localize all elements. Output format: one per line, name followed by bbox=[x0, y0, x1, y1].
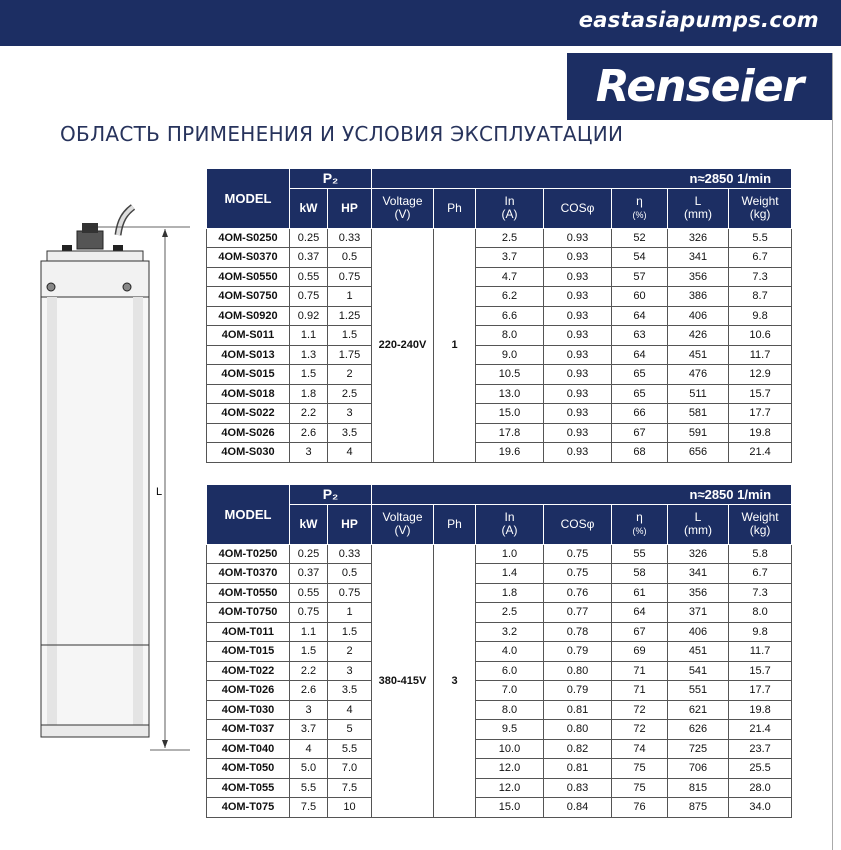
eta-cell: 75 bbox=[612, 778, 668, 798]
model-cell: 4OM-S0250 bbox=[207, 228, 290, 248]
kw-cell: 0.25 bbox=[290, 228, 328, 248]
in-cell: 9.5 bbox=[476, 720, 544, 740]
length-cell: 706 bbox=[668, 759, 729, 779]
table-row bbox=[207, 404, 792, 424]
hp-cell: 1.75 bbox=[328, 345, 372, 365]
table-row bbox=[207, 642, 792, 662]
weight-cell: 10.6 bbox=[729, 326, 792, 346]
length-cell: 511 bbox=[668, 384, 729, 404]
model-cell: 4OM-S0370 bbox=[207, 248, 290, 268]
length-cell: 815 bbox=[668, 778, 729, 798]
cos-cell: 0.84 bbox=[544, 798, 612, 818]
weight-cell: 23.7 bbox=[729, 739, 792, 759]
table-row bbox=[207, 759, 792, 779]
eta-cell: 72 bbox=[612, 700, 668, 720]
cos-cell: 0.93 bbox=[544, 365, 612, 385]
phase-cell: 1 bbox=[434, 228, 476, 462]
hp-cell: 4 bbox=[328, 700, 372, 720]
hp-cell: 0.5 bbox=[328, 564, 372, 584]
eta-cell: 75 bbox=[612, 759, 668, 779]
eta-cell: 76 bbox=[612, 798, 668, 818]
eta-cell: 69 bbox=[612, 642, 668, 662]
eta-cell: 61 bbox=[612, 583, 668, 603]
hp-cell: 1.5 bbox=[328, 326, 372, 346]
eta-cell: 54 bbox=[612, 248, 668, 268]
weight-cell: 15.7 bbox=[729, 384, 792, 404]
cos-cell: 0.93 bbox=[544, 267, 612, 287]
table-row bbox=[207, 287, 792, 307]
model-cell: 4OM-T050 bbox=[207, 759, 290, 779]
single-phase-table bbox=[206, 168, 792, 463]
in-cell: 17.8 bbox=[476, 423, 544, 443]
kw-cell: 1.1 bbox=[290, 622, 328, 642]
brand-logo-text: Renseier bbox=[595, 61, 804, 112]
kw-cell: 2.6 bbox=[290, 681, 328, 701]
kw-cell: 0.92 bbox=[290, 306, 328, 326]
hp-cell: 3 bbox=[328, 661, 372, 681]
in-cell: 2.5 bbox=[476, 603, 544, 623]
cos-cell: 0.80 bbox=[544, 661, 612, 681]
table-row bbox=[207, 622, 792, 642]
cos-cell: 0.76 bbox=[544, 583, 612, 603]
length-cell: 356 bbox=[668, 583, 729, 603]
in-cell: 3.7 bbox=[476, 248, 544, 268]
cos-cell: 0.82 bbox=[544, 739, 612, 759]
table-row bbox=[207, 720, 792, 740]
in-cell: 7.0 bbox=[476, 681, 544, 701]
cos-cell: 0.93 bbox=[544, 384, 612, 404]
model-cell: 4OM-T040 bbox=[207, 739, 290, 759]
eta-cell: 67 bbox=[612, 423, 668, 443]
in-cell: 1.0 bbox=[476, 544, 544, 564]
cos-cell: 0.93 bbox=[544, 228, 612, 248]
in-cell: 6.0 bbox=[476, 661, 544, 681]
length-cell: 341 bbox=[668, 248, 729, 268]
col-ph: Ph bbox=[434, 188, 476, 228]
three-phase-rows bbox=[207, 544, 792, 817]
kw-cell: 0.37 bbox=[290, 564, 328, 584]
model-cell: 4OM-T030 bbox=[207, 700, 290, 720]
length-label: L bbox=[156, 486, 163, 498]
table-row bbox=[207, 345, 792, 365]
model-cell: 4OM-T026 bbox=[207, 681, 290, 701]
col-eta: η (%) bbox=[612, 188, 668, 228]
hp-cell: 5.5 bbox=[328, 739, 372, 759]
in-cell: 9.0 bbox=[476, 345, 544, 365]
model-cell: 4OM-S013 bbox=[207, 345, 290, 365]
length-cell: 551 bbox=[668, 681, 729, 701]
hp-cell: 10 bbox=[328, 798, 372, 818]
col-hp: HP bbox=[328, 188, 372, 228]
in-cell: 10.5 bbox=[476, 365, 544, 385]
length-cell: 371 bbox=[668, 603, 729, 623]
table-row bbox=[207, 443, 792, 463]
model-cell: 4OM-T0750 bbox=[207, 603, 290, 623]
col-l: L (mm) bbox=[668, 188, 729, 228]
kw-cell: 1.5 bbox=[290, 365, 328, 385]
kw-cell: 0.55 bbox=[290, 583, 328, 603]
kw-cell: 2.2 bbox=[290, 661, 328, 681]
length-cell: 476 bbox=[668, 365, 729, 385]
kw-cell: 5.5 bbox=[290, 778, 328, 798]
weight-cell: 21.4 bbox=[729, 720, 792, 740]
eta-cell: 67 bbox=[612, 622, 668, 642]
kw-cell: 5.0 bbox=[290, 759, 328, 779]
weight-cell: 11.7 bbox=[729, 642, 792, 662]
weight-cell: 17.7 bbox=[729, 681, 792, 701]
col-model: MODEL bbox=[207, 485, 290, 545]
weight-cell: 7.3 bbox=[729, 583, 792, 603]
kw-cell: 0.55 bbox=[290, 267, 328, 287]
eta-cell: 65 bbox=[612, 365, 668, 385]
col-voltage: Voltage (V) bbox=[372, 188, 434, 228]
model-cell: 4OM-S0920 bbox=[207, 306, 290, 326]
weight-cell: 6.7 bbox=[729, 248, 792, 268]
hp-cell: 1 bbox=[328, 287, 372, 307]
model-cell: 4OM-S030 bbox=[207, 443, 290, 463]
length-cell: 356 bbox=[668, 267, 729, 287]
kw-cell: 2.6 bbox=[290, 423, 328, 443]
cos-cell: 0.81 bbox=[544, 759, 612, 779]
page-divider bbox=[832, 53, 833, 850]
length-cell: 326 bbox=[668, 544, 729, 564]
eta-cell: 63 bbox=[612, 326, 668, 346]
kw-cell: 0.75 bbox=[290, 603, 328, 623]
col-model: MODEL bbox=[207, 169, 290, 229]
kw-cell: 7.5 bbox=[290, 798, 328, 818]
cos-cell: 0.93 bbox=[544, 326, 612, 346]
table-row bbox=[207, 661, 792, 681]
cos-cell: 0.77 bbox=[544, 603, 612, 623]
table-row bbox=[207, 248, 792, 268]
length-cell: 541 bbox=[668, 661, 729, 681]
eta-cell: 71 bbox=[612, 661, 668, 681]
length-cell: 656 bbox=[668, 443, 729, 463]
eta-cell: 52 bbox=[612, 228, 668, 248]
weight-cell: 19.8 bbox=[729, 423, 792, 443]
kw-cell: 1.5 bbox=[290, 642, 328, 662]
in-cell: 4.0 bbox=[476, 642, 544, 662]
kw-cell: 3 bbox=[290, 700, 328, 720]
in-cell: 10.0 bbox=[476, 739, 544, 759]
table-row bbox=[207, 739, 792, 759]
top-banner bbox=[0, 0, 841, 46]
cos-cell: 0.93 bbox=[544, 345, 612, 365]
cos-cell: 0.83 bbox=[544, 778, 612, 798]
cos-cell: 0.75 bbox=[544, 544, 612, 564]
eta-cell: 57 bbox=[612, 267, 668, 287]
in-cell: 8.0 bbox=[476, 700, 544, 720]
model-cell: 4OM-T015 bbox=[207, 642, 290, 662]
length-cell: 326 bbox=[668, 228, 729, 248]
voltage-cell: 380-415V bbox=[372, 544, 434, 817]
weight-cell: 8.0 bbox=[729, 603, 792, 623]
table-row bbox=[207, 228, 792, 248]
table-row bbox=[207, 326, 792, 346]
weight-cell: 17.7 bbox=[729, 404, 792, 424]
eta-cell: 72 bbox=[612, 720, 668, 740]
brand-logo bbox=[567, 53, 832, 120]
eta-cell: 60 bbox=[612, 287, 668, 307]
col-eta: η (%) bbox=[612, 504, 668, 544]
weight-cell: 8.7 bbox=[729, 287, 792, 307]
hp-cell: 1 bbox=[328, 603, 372, 623]
eta-cell: 65 bbox=[612, 384, 668, 404]
weight-cell: 11.7 bbox=[729, 345, 792, 365]
eta-cell: 66 bbox=[612, 404, 668, 424]
col-hp: HP bbox=[328, 504, 372, 544]
page-title: ОБЛАСТЬ ПРИМЕНЕНИЯ И УСЛОВИЯ ЭКСПЛУАТАЦИИ bbox=[60, 122, 624, 146]
weight-cell: 19.8 bbox=[729, 700, 792, 720]
col-kw: kW bbox=[290, 504, 328, 544]
hp-cell: 3 bbox=[328, 404, 372, 424]
model-cell: 4OM-S0550 bbox=[207, 267, 290, 287]
length-cell: 875 bbox=[668, 798, 729, 818]
in-cell: 12.0 bbox=[476, 759, 544, 779]
hp-cell: 0.33 bbox=[328, 228, 372, 248]
cos-cell: 0.93 bbox=[544, 287, 612, 307]
col-ph: Ph bbox=[434, 504, 476, 544]
voltage-cell: 220-240V bbox=[372, 228, 434, 462]
cos-cell: 0.93 bbox=[544, 248, 612, 268]
eta-cell: 71 bbox=[612, 681, 668, 701]
weight-cell: 28.0 bbox=[729, 778, 792, 798]
col-p2: P₂ bbox=[290, 485, 372, 505]
weight-cell: 5.5 bbox=[729, 228, 792, 248]
eta-cell: 58 bbox=[612, 564, 668, 584]
hp-cell: 0.75 bbox=[328, 267, 372, 287]
col-weight: Weight (kg) bbox=[729, 504, 792, 544]
model-cell: 4OM-T0550 bbox=[207, 583, 290, 603]
model-cell: 4OM-S011 bbox=[207, 326, 290, 346]
model-cell: 4OM-S018 bbox=[207, 384, 290, 404]
kw-cell: 3 bbox=[290, 443, 328, 463]
col-rpm: n≈2850 1/min bbox=[372, 485, 792, 505]
weight-cell: 6.7 bbox=[729, 564, 792, 584]
length-cell: 406 bbox=[668, 622, 729, 642]
length-cell: 451 bbox=[668, 642, 729, 662]
kw-cell: 1.1 bbox=[290, 326, 328, 346]
cos-cell: 0.78 bbox=[544, 622, 612, 642]
table-row bbox=[207, 384, 792, 404]
table-row bbox=[207, 423, 792, 443]
hp-cell: 0.33 bbox=[328, 544, 372, 564]
in-cell: 15.0 bbox=[476, 798, 544, 818]
single-phase-rows bbox=[207, 228, 792, 462]
table-row bbox=[207, 700, 792, 720]
cos-cell: 0.93 bbox=[544, 404, 612, 424]
col-p2: P₂ bbox=[290, 169, 372, 189]
hp-cell: 3.5 bbox=[328, 681, 372, 701]
model-cell: 4OM-T037 bbox=[207, 720, 290, 740]
in-cell: 15.0 bbox=[476, 404, 544, 424]
weight-cell: 9.8 bbox=[729, 622, 792, 642]
length-cell: 406 bbox=[668, 306, 729, 326]
table-row bbox=[207, 306, 792, 326]
cos-cell: 0.79 bbox=[544, 681, 612, 701]
col-weight: Weight (kg) bbox=[729, 188, 792, 228]
model-cell: 4OM-T0250 bbox=[207, 544, 290, 564]
weight-cell: 9.8 bbox=[729, 306, 792, 326]
col-cos: COSφ bbox=[544, 188, 612, 228]
cos-cell: 0.80 bbox=[544, 720, 612, 740]
weight-cell: 15.7 bbox=[729, 661, 792, 681]
kw-cell: 1.8 bbox=[290, 384, 328, 404]
eta-cell: 64 bbox=[612, 345, 668, 365]
eta-cell: 68 bbox=[612, 443, 668, 463]
hp-cell: 1.25 bbox=[328, 306, 372, 326]
table-row bbox=[207, 365, 792, 385]
kw-cell: 0.75 bbox=[290, 287, 328, 307]
model-cell: 4OM-S026 bbox=[207, 423, 290, 443]
cos-cell: 0.93 bbox=[544, 423, 612, 443]
kw-cell: 1.3 bbox=[290, 345, 328, 365]
phase-cell: 3 bbox=[434, 544, 476, 817]
table-row bbox=[207, 603, 792, 623]
kw-cell: 3.7 bbox=[290, 720, 328, 740]
length-cell: 581 bbox=[668, 404, 729, 424]
in-cell: 19.6 bbox=[476, 443, 544, 463]
three-phase-table bbox=[206, 484, 792, 818]
table-row bbox=[207, 583, 792, 603]
cos-cell: 0.81 bbox=[544, 700, 612, 720]
col-cos: COSφ bbox=[544, 504, 612, 544]
length-cell: 591 bbox=[668, 423, 729, 443]
eta-cell: 74 bbox=[612, 739, 668, 759]
hp-cell: 2 bbox=[328, 365, 372, 385]
length-cell: 621 bbox=[668, 700, 729, 720]
table-row bbox=[207, 778, 792, 798]
cos-cell: 0.75 bbox=[544, 564, 612, 584]
table-row bbox=[207, 564, 792, 584]
in-cell: 6.6 bbox=[476, 306, 544, 326]
in-cell: 2.5 bbox=[476, 228, 544, 248]
hp-cell: 4 bbox=[328, 443, 372, 463]
in-cell: 8.0 bbox=[476, 326, 544, 346]
table-row bbox=[207, 798, 792, 818]
kw-cell: 4 bbox=[290, 739, 328, 759]
site-url[interactable]: eastasiapumps.com bbox=[578, 8, 819, 32]
model-cell: 4OM-T0370 bbox=[207, 564, 290, 584]
model-cell: 4OM-S0750 bbox=[207, 287, 290, 307]
cos-cell: 0.79 bbox=[544, 642, 612, 662]
hp-cell: 7.5 bbox=[328, 778, 372, 798]
hp-cell: 0.75 bbox=[328, 583, 372, 603]
hp-cell: 5 bbox=[328, 720, 372, 740]
hp-cell: 3.5 bbox=[328, 423, 372, 443]
col-in: In (A) bbox=[476, 504, 544, 544]
weight-cell: 12.9 bbox=[729, 365, 792, 385]
length-cell: 451 bbox=[668, 345, 729, 365]
model-cell: 4OM-T075 bbox=[207, 798, 290, 818]
col-voltage: Voltage (V) bbox=[372, 504, 434, 544]
length-cell: 341 bbox=[668, 564, 729, 584]
length-cell: 725 bbox=[668, 739, 729, 759]
eta-cell: 64 bbox=[612, 306, 668, 326]
kw-cell: 0.25 bbox=[290, 544, 328, 564]
col-kw: kW bbox=[290, 188, 328, 228]
weight-cell: 21.4 bbox=[729, 443, 792, 463]
weight-cell: 5.8 bbox=[729, 544, 792, 564]
length-cell: 426 bbox=[668, 326, 729, 346]
cos-cell: 0.93 bbox=[544, 443, 612, 463]
hp-cell: 7.0 bbox=[328, 759, 372, 779]
cos-cell: 0.93 bbox=[544, 306, 612, 326]
table-row bbox=[207, 681, 792, 701]
hp-cell: 0.5 bbox=[328, 248, 372, 268]
length-cell: 626 bbox=[668, 720, 729, 740]
weight-cell: 25.5 bbox=[729, 759, 792, 779]
model-cell: 4OM-T055 bbox=[207, 778, 290, 798]
in-cell: 1.8 bbox=[476, 583, 544, 603]
col-in: In (A) bbox=[476, 188, 544, 228]
eta-cell: 64 bbox=[612, 603, 668, 623]
in-cell: 3.2 bbox=[476, 622, 544, 642]
model-cell: 4OM-S022 bbox=[207, 404, 290, 424]
table-row bbox=[207, 267, 792, 287]
motor-diagram bbox=[25, 195, 200, 765]
in-cell: 1.4 bbox=[476, 564, 544, 584]
in-cell: 4.7 bbox=[476, 267, 544, 287]
col-rpm: n≈2850 1/min bbox=[372, 169, 792, 189]
in-cell: 6.2 bbox=[476, 287, 544, 307]
kw-cell: 0.37 bbox=[290, 248, 328, 268]
model-cell: 4OM-S015 bbox=[207, 365, 290, 385]
length-cell: 386 bbox=[668, 287, 729, 307]
model-cell: 4OM-T022 bbox=[207, 661, 290, 681]
in-cell: 12.0 bbox=[476, 778, 544, 798]
hp-cell: 1.5 bbox=[328, 622, 372, 642]
table-row bbox=[207, 544, 792, 564]
hp-cell: 2.5 bbox=[328, 384, 372, 404]
col-l: L (mm) bbox=[668, 504, 729, 544]
hp-cell: 2 bbox=[328, 642, 372, 662]
eta-cell: 55 bbox=[612, 544, 668, 564]
model-cell: 4OM-T011 bbox=[207, 622, 290, 642]
weight-cell: 34.0 bbox=[729, 798, 792, 818]
weight-cell: 7.3 bbox=[729, 267, 792, 287]
kw-cell: 2.2 bbox=[290, 404, 328, 424]
in-cell: 13.0 bbox=[476, 384, 544, 404]
